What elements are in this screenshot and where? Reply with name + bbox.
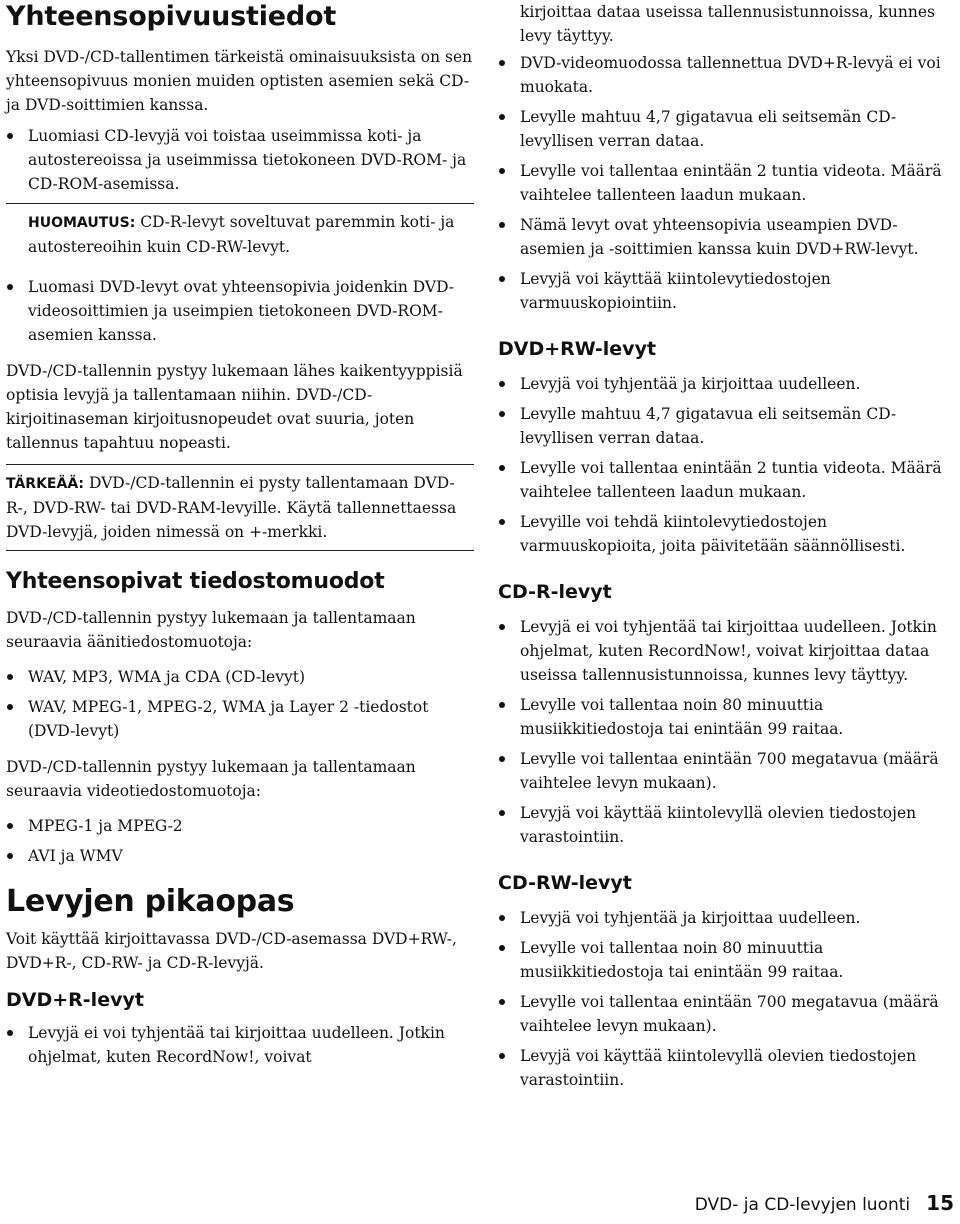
dvdr-heading: DVD+R-levyt (6, 989, 144, 1011)
page-footer (0, 1191, 960, 1221)
list-item: Luomiasi CD-levyjä voi toistaa useimmissa koti- ja autostereoissa ja useimmissa tietokoneen DVD-ROM- ja CD-ROM-asemissa. (6, 124, 474, 196)
video-formats-list (6, 814, 474, 868)
list-item: Levyjä voi käyttää kiintolevyllä olevien tiedostojen varastointiin. (498, 1044, 960, 1092)
right-column (498, 0, 960, 1092)
note-box (6, 203, 474, 259)
recorder-paragraph: DVD-/CD-tallennin pystyy lukemaan lähes kaikentyyppisiä optisia levyjä ja tallentamaan niihin. DVD-/CD-kirjoitinaseman kirjoitusnopeudet ovat suuria, joten tallennus tapahtuu nopeasti. (6, 362, 463, 452)
cdr-list (498, 615, 960, 849)
list-item: Levylle voi tallentaa enintään 700 megatavua (määrä vaihtelee levyn mukaan). (498, 990, 960, 1038)
list-item: Levylle voi tallentaa enintään 700 megatavua (määrä vaihtelee levyn mukaan). (498, 747, 960, 795)
audio-formats-list (6, 665, 474, 743)
important-box (6, 464, 474, 551)
list-item: Levyjä voi käyttää kiintolevyllä olevien tiedostojen varastointiin. (498, 801, 960, 849)
audio-formats-intro: DVD-/CD-tallennin pystyy lukemaan ja tallentamaan seuraavia äänitiedostomuotoja: (6, 609, 416, 651)
intro-paragraph: Yksi DVD-/CD-tallentimen tärkeistä ominaisuuksista on sen yhteensopivuus monien muiden optisten asemien sekä CD- ja DVD-soittimien kanssa. (6, 48, 473, 114)
list-item: Luomasi DVD-levyt ovat yhteensopivia joidenkin DVD-videosoittimien ja useimpien tietokoneen DVD-ROM-asemien kanssa. (6, 275, 474, 347)
list-item: Levylle voi tallentaa noin 80 minuuttia musiikkitiedostoja tai enintään 99 raitaa. (498, 693, 960, 741)
list-item: WAV, MP3, WMA ja CDA (CD-levyt) (6, 665, 474, 689)
cdrw-list (498, 906, 960, 1092)
list-item: Levyille voi tehdä kiintolevytiedostojen varmuuskopioita, joita päivitetään säännöllisesti. (498, 510, 960, 558)
section-title-compatibility: Yhteensopivuustiedot (6, 1, 337, 32)
list-item: Levylle mahtuu 4,7 gigatavua eli seitsemän CD-levyllisen verran dataa. (498, 105, 960, 153)
important-text (6, 471, 474, 544)
dvdr-list (498, 51, 960, 315)
section-title-quickguide: Levyjen pikaopas (6, 884, 295, 919)
list-item: DVD-videomuodossa tallennettua DVD+R-levyä ei voi muokata. (498, 51, 960, 99)
important-body: DVD-/CD-tallennin ei pysty tallentamaan DVD-R-, DVD-RW- tai DVD-RAM-levyille. Käytä tallennettaessa DVD-levyjä, joiden nimessä on +-merkki. (6, 474, 457, 541)
compat-list-cd (6, 124, 474, 196)
quickguide-paragraph: Voit käyttää kirjoittavassa DVD-/CD-asemassa DVD+RW-, DVD+R-, CD-RW- ja CD-R-levyjä. (6, 930, 457, 972)
dvdrw-heading: DVD+RW-levyt (498, 338, 657, 360)
list-item: Levyjä ei voi tyhjentää tai kirjoittaa uudelleen. Jotkin ohjelmat, kuten RecordNow!, voivat (6, 1021, 474, 1069)
cdr-heading: CD-R-levyt (498, 581, 612, 603)
list-item: Levyjä voi tyhjentää ja kirjoittaa uudelleen. (498, 906, 960, 930)
footer-chapter-title: DVD- ja CD-levyjen luonti (694, 1195, 911, 1215)
list-item: Levylle mahtuu 4,7 gigatavua eli seitsemän CD-levyllisen verran dataa. (498, 402, 960, 450)
note-label: HUOMAUTUS: (28, 215, 136, 231)
list-item: Levylle voi tallentaa noin 80 minuuttia musiikkitiedostoja tai enintään 99 raitaa. (498, 936, 960, 984)
page-number: 15 (926, 1191, 954, 1215)
note-body: CD-R-levyt soveltuvat paremmin koti- ja autostereoihin kuin CD-RW-levyt. (28, 213, 455, 256)
compat-list-dvd (6, 275, 474, 347)
cdrw-heading: CD-RW-levyt (498, 872, 632, 894)
list-item: Levyjä ei voi tyhjentää tai kirjoittaa uudelleen. Jotkin ohjelmat, kuten RecordNow!, voivat kirjoittaa dataa useissa tallennusistunnoissa, kunnes levy täyttyy. (498, 615, 960, 687)
list-item: AVI ja WMV (6, 844, 474, 868)
dvdrw-list (498, 372, 960, 558)
dvdr-list-start (6, 1021, 474, 1069)
list-item: Levylle voi tallentaa enintään 2 tuntia videota. Määrä vaihtelee tallenteen laadun mukaan. (498, 159, 960, 207)
list-item: Levyjä voi tyhjentää ja kirjoittaa uudelleen. (498, 372, 960, 396)
section-title-formats: Yhteensopivat tiedostomuodot (6, 569, 385, 594)
list-item: Levyjä voi käyttää kiintolevytiedostojen varmuuskopiointiin. (498, 267, 960, 315)
dvdr-continued: kirjoittaa dataa useissa tallennusistunnoissa, kunnes levy täyttyy. (520, 3, 935, 45)
list-item: Nämä levyt ovat yhteensopivia useampien DVD-asemien ja -soittimien kanssa kuin DVD+RW-levyt. (498, 213, 960, 261)
list-item: Levylle voi tallentaa enintään 2 tuntia videota. Määrä vaihtelee tallenteen laadun mukaan. (498, 456, 960, 504)
list-item: WAV, MPEG-1, MPEG-2, WMA ja Layer 2 -tiedostot (DVD-levyt) (6, 695, 474, 743)
note-text (6, 210, 474, 259)
video-formats-intro: DVD-/CD-tallennin pystyy lukemaan ja tallentamaan seuraavia videotiedostomuotoja: (6, 758, 416, 800)
left-column (6, 0, 474, 1069)
important-label: TÄRKEÄÄ: (6, 476, 85, 492)
list-item: MPEG-1 ja MPEG-2 (6, 814, 474, 838)
